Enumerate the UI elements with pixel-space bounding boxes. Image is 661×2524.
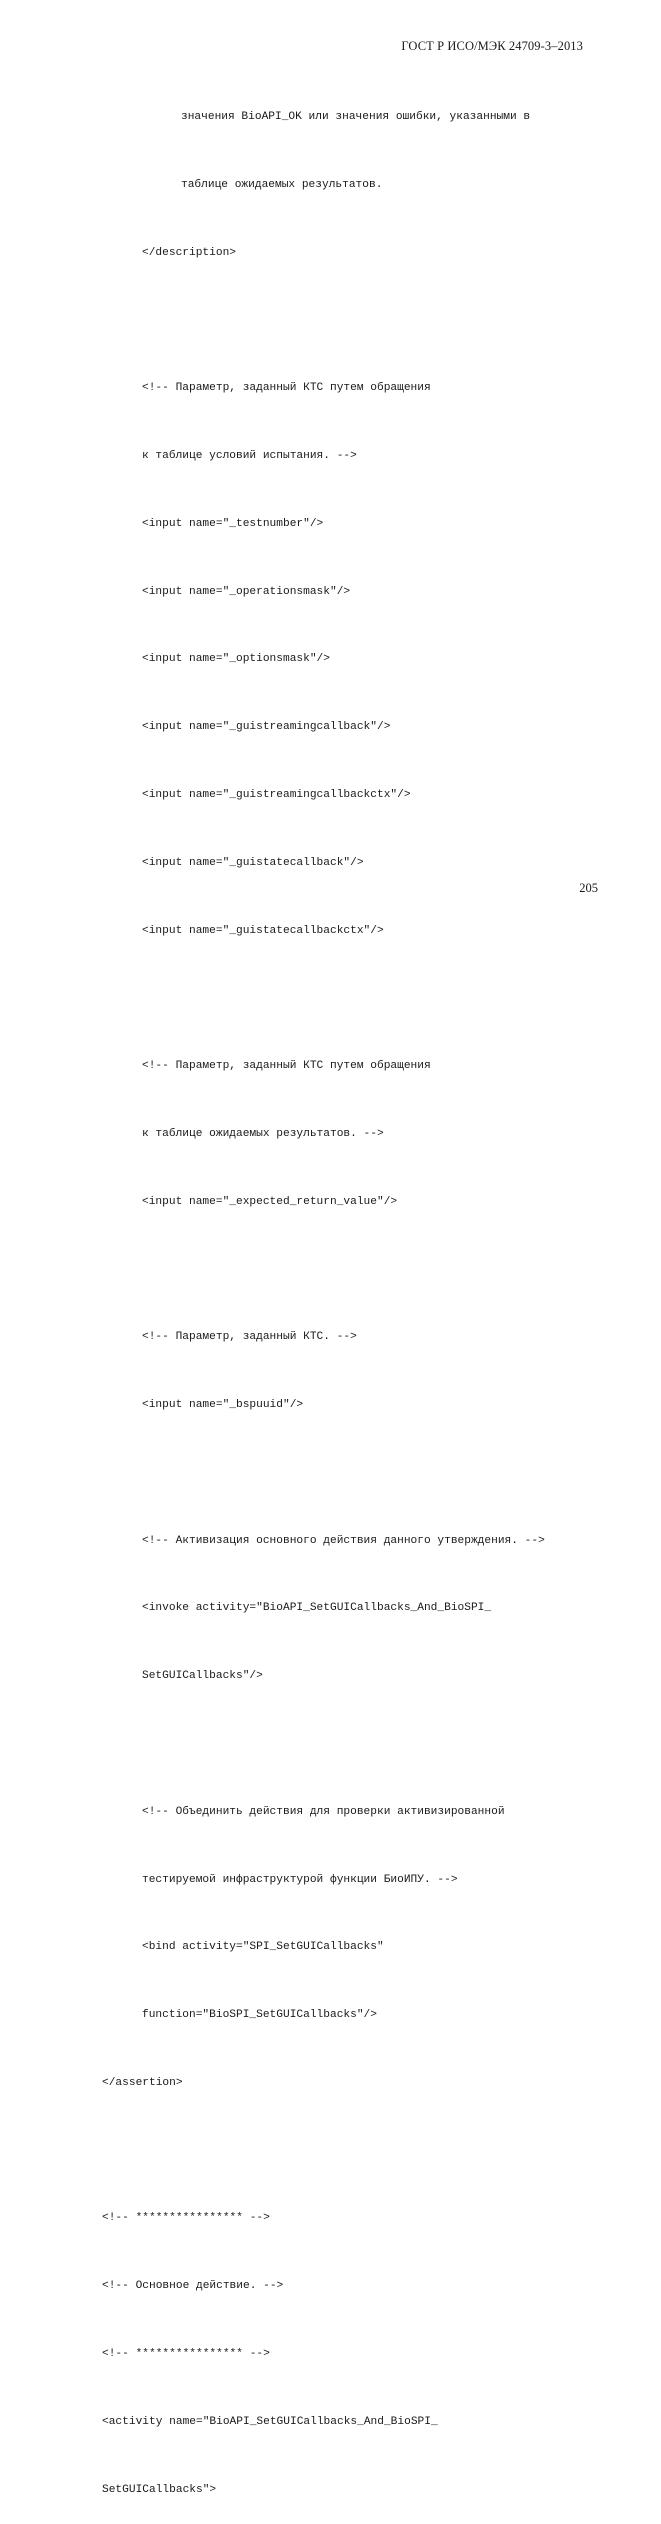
page-number: 205 <box>579 881 598 895</box>
code-line: <input name="_guistatecallbackctx"/> <box>142 924 384 937</box>
blank-line <box>0 310 661 333</box>
code-line: <input name="_optionsmask"/> <box>142 653 330 666</box>
code-line: <!-- Параметр, заданный КТС путем обращения <box>142 1060 431 1073</box>
code-line: <input name="_expected_return_value"/> <box>142 1195 398 1208</box>
blank-line <box>0 1258 661 1281</box>
code-line: <input name="_operationsmask"/> <box>142 585 351 598</box>
code-line: <!-- Активизация основного действия данного утверждения. --> <box>142 1534 545 1547</box>
code-line: к таблице ожидаемых результатов. --> <box>142 1127 384 1140</box>
code-line: SetGUICallbacks"/> <box>142 1670 263 1683</box>
code-line: к таблице условий испытания. --> <box>142 450 357 463</box>
code-line: значения BioAPI_OK или значения ошибки, указанными в <box>181 111 531 124</box>
code-line: <activity name="BioAPI_SetGUICallbacks_And_BioSPI_ <box>102 2415 438 2428</box>
code-line: function="BioSPI_SetGUICallbacks"/> <box>142 2009 377 2022</box>
code-line: <input name="_guistatecallback"/> <box>142 856 364 869</box>
code-line: <!-- **************** --> <box>102 2212 270 2225</box>
code-line: <!-- Параметр, заданный КТС путем обращения <box>142 382 431 395</box>
code-listing <box>0 61 661 2524</box>
code-line: <input name="_bspuuid"/> <box>142 1399 304 1412</box>
code-line: <!-- Параметр, заданный КТС. --> <box>142 1331 357 1344</box>
code-line: <input name="_testnumber"/> <box>142 517 324 530</box>
code-line: тестируемой инфраструктурой функции БиоИПУ. --> <box>142 1873 458 1886</box>
code-line: <!-- **************** --> <box>102 2347 270 2360</box>
code-line: </assertion> <box>102 2076 183 2089</box>
code-line: <invoke activity="BioAPI_SetGUICallbacks_And_BioSPI_ <box>142 1602 492 1615</box>
blank-line <box>0 987 661 1010</box>
code-line: SetGUICallbacks"> <box>102 2483 217 2496</box>
code-line: </description> <box>142 246 236 259</box>
code-line: <input name="_guistreamingcallbackctx"/> <box>142 789 411 801</box>
blank-line <box>0 1733 661 1756</box>
code-line: <!-- Объединить действия для проверки активизированной <box>142 1805 505 1818</box>
standard-header: ГОСТ Р ИСО/МЭК 24709-3–2013 <box>401 39 583 53</box>
blank-line <box>0 2140 661 2163</box>
blank-line <box>0 1462 661 1485</box>
code-line: <bind activity="SPI_SetGUICallbacks" <box>142 1941 384 1954</box>
code-line: <!-- Основное действие. --> <box>102 2280 284 2293</box>
code-line: <input name="_guistreamingcallback"/> <box>142 721 391 734</box>
code-line: таблице ожидаемых результатов. <box>181 178 383 191</box>
